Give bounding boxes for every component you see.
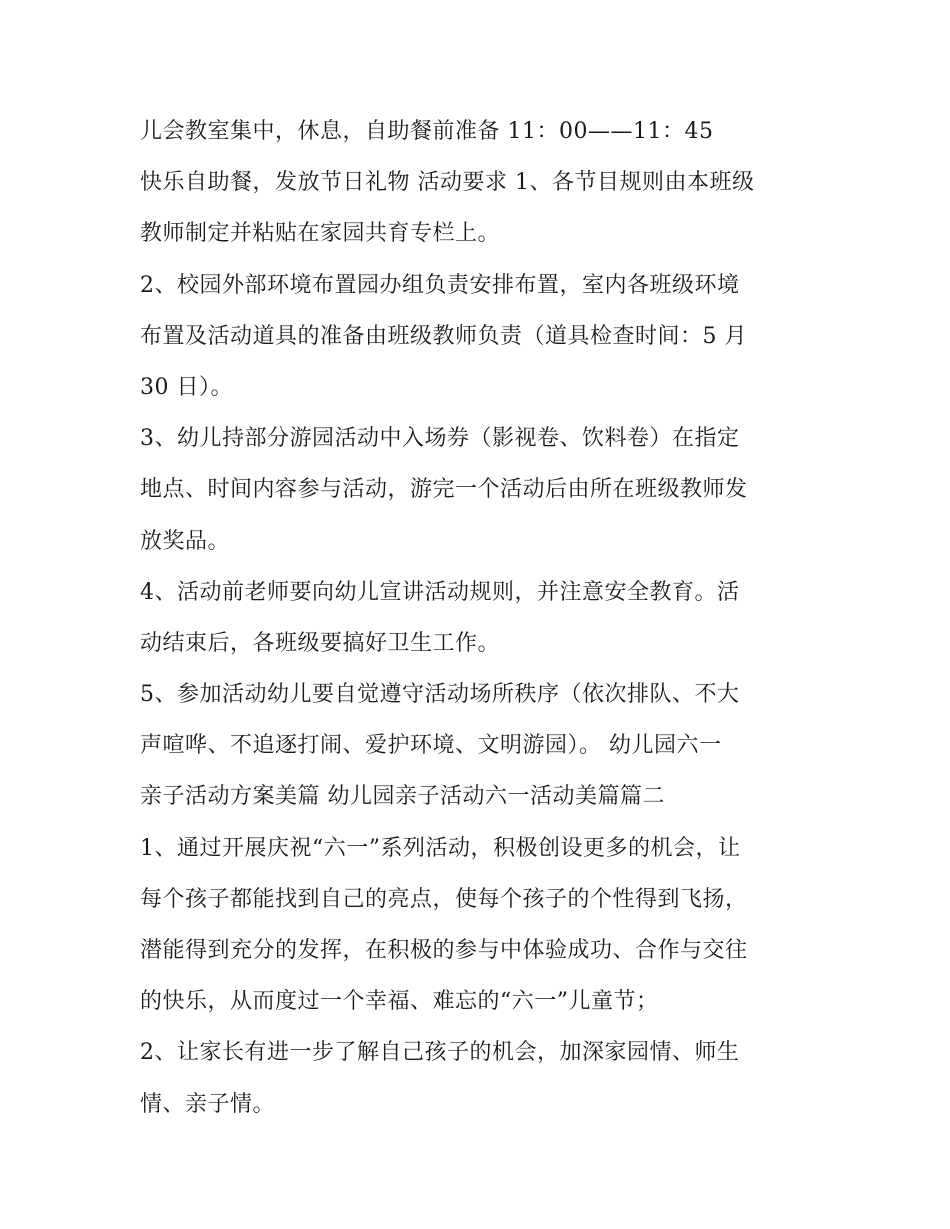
document-body xyxy=(140,106,820,1130)
text-line: 情、亲子情。 xyxy=(140,1091,276,1117)
text-line: 放奖品。 xyxy=(140,528,231,554)
text-line: 4、活动前老师要向幼儿宣讲活动规则，并注意安全教育。活 xyxy=(140,579,740,605)
text-line: 快乐自助餐，发放节日礼物 活动要求 1、各节目规则由本班级 xyxy=(140,170,755,196)
text-line: 1、通过开展庆祝“六一”系列活动，积极创设更多的机会，让 xyxy=(140,835,741,861)
text-line: 动结束后，各班级要搞好卫生工作。 xyxy=(140,630,501,656)
text-line: 2、校园外部环境布置园办组负责安排布置，室内各班级环境 xyxy=(140,272,740,298)
text-line: 潜能得到充分的发挥，在积极的参与中体验成功、合作与交往 xyxy=(140,938,748,963)
text-line: 5、参加活动幼儿要自觉遵守活动场所秩序（依次排队、不大 xyxy=(140,682,740,708)
text-line: 每个孩子都能找到自己的亮点，使每个孩子的个性得到飞扬， xyxy=(140,886,748,912)
text-line: 儿会教室集中，休息，自助餐前准备 11：00——11：45 xyxy=(140,119,714,144)
text-line: 的快乐，从而度过一个幸福、难忘的“六一”儿童节； xyxy=(140,989,659,1015)
text-line: 3、幼儿持部分游园活动中入场券（影视卷、饮料卷）在指定 xyxy=(140,426,740,452)
text-line: 地点、时间内容参与活动，游完一个活动后由所在班级教师发 xyxy=(140,477,748,503)
text-line: 布置及活动道具的准备由班级教师负责（道具检查时间：5 月 xyxy=(140,323,747,349)
text-line: 亲子活动方案美篇 幼儿园亲子活动六一活动美篇篇二 xyxy=(140,784,665,810)
text-line: 教师制定并粘贴在家园共育专栏上。 xyxy=(140,221,501,247)
text-line: 声喧哗、不追逐打闹、爱护环境、文明游园）。 幼儿园六一 xyxy=(140,733,722,759)
text-line: 30 日）。 xyxy=(140,374,233,400)
text-line: 2、让家长有进一步了解自己孩子的机会，加深家园情、师生 xyxy=(140,1040,740,1066)
